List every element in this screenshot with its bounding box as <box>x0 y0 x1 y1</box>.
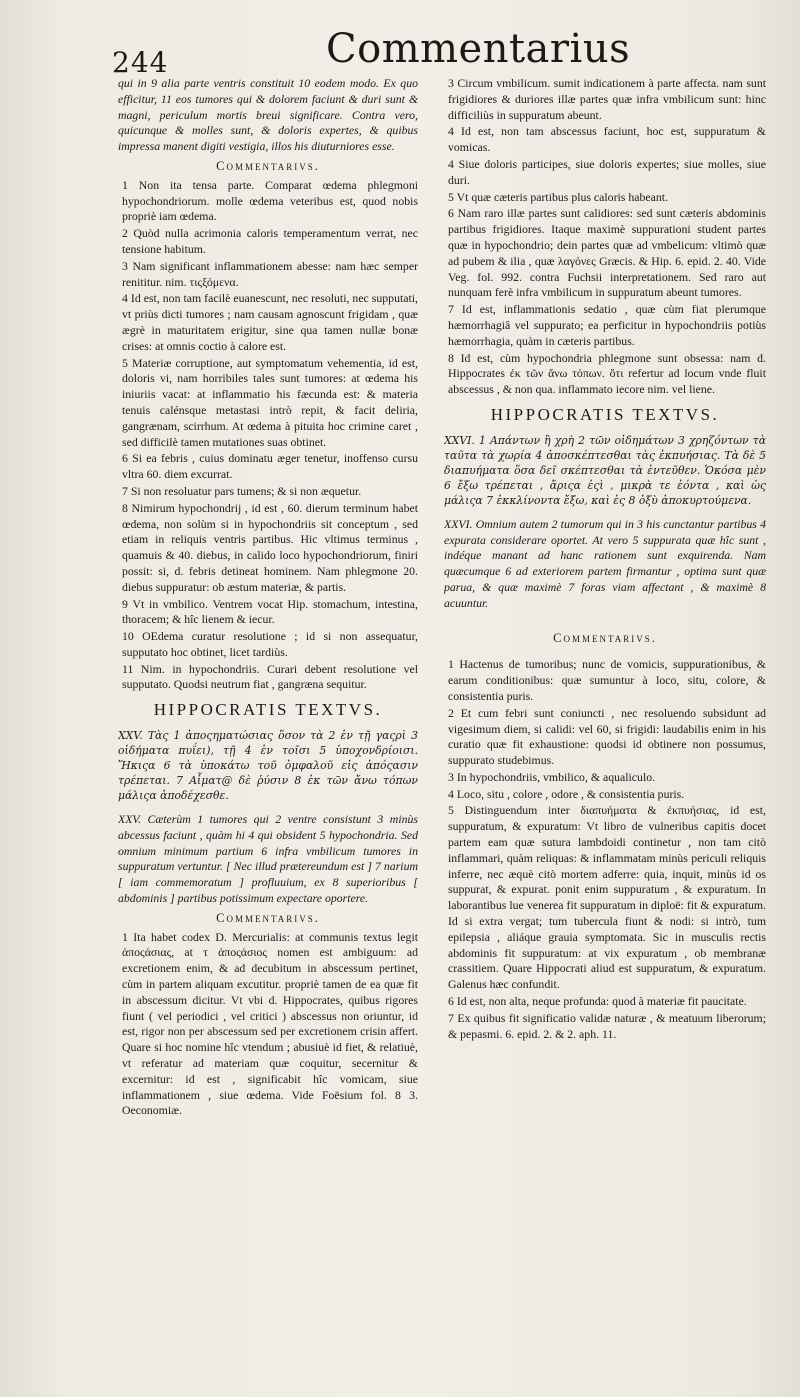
left-column <box>118 76 418 1379</box>
latin-text-25: ΧΧV. Cæterùm 1 tumores qui 2 ventre consistunt 3 minùs abcessus faciunt , quàm hi 4 qui obsident 5 hypochondria. Sed omnium minimum partium 6 infra vmbilicum tumores in suppuratum vertuntur. [ Nec illud prætereundum est ] 7 narium [ iam commemoratum ] profluuium, ex 8 superioribus [ abdominis ] partibus potissimum expectare oportere. <box>118 812 418 906</box>
commentary-note: 7 Ex quibus fit significatio validæ naturæ , & meatuum liberorum; & pepasmi. 6. epid. 2. & 2. aph. 11. <box>448 1010 766 1041</box>
commentary-note: 8 Id est, cùm hypochondria phlegmone sunt obsessa: nam d. Hippocrates ἐκ τῶν ἄνω τόπων. ὅτι refertur ad locum vnde fluit abscessus , & non qua. inflammato iecore nim. vel liene. <box>448 350 766 397</box>
commentary-note: 2 Et cum febri sunt coniuncti , nec resoluendo subsidunt ad vigesimum diem, si calidi: vel 60, si frigidi: laudabilis enim in his curatio quæ fit exhaustione: quodsi id obtinere non possumus, suppurato studebimus. <box>448 705 766 768</box>
textus-24-continuation: qui in 9 alia parte ventris constituit 10 eodem modo. Ex quo efficitur, 11 eos tumores qui & dolorem faciunt & duri sunt & magni, periculum mortis breui significare. Contra vero, quicunque & molles sunt, & doloris expertes, & quibus impressa manent digiti vestigia, illos his diuturniores esse. <box>118 76 418 154</box>
commentary-note: 9 Vt in vmbilico. Ventrem vocat Hip. stomachum, intestina, thoracem; & hîc lienem & iecur. <box>122 596 418 627</box>
hippocratis-textus-heading: HIPPOCRATIS TEXTVS. <box>490 404 720 424</box>
greek-text-25: ΧΧV. Τὰς 1 ἀποςηματώσιας ὅσον τὰ 2 ἐν τῇ γαςρὶ 3 οἰδήματα πυΐει), τῇ 4 ἐν τοῖσι 5 ὑποχονδρίοισι. Ἥκιςα 6 τὰ ὑποκάτω τοῦ ὀμφαλοῦ εἰς ἀπόςασιν τρέπεται. 7 Αἷματ@ δὲ ῥύσιν 8 ἐκ τῶν ἄνω τόπων μάλιςα ἀποδέχεσθε. <box>118 729 418 803</box>
greek-text-26: ΧΧVΙ. 1 Απάντων ἢ χρὴ 2 τῶν οἰδημάτων 3 χρηζόντων τὰ ταῦτα τὰ χωρία 4 ἀποσκέπτεσθαι τὰς ἐκπυήσιας. Τὰ δὲ 5 διαπυήματα ὅσα δεῖ σκέπτεσθαι τὰ ἐντεῦθεν. Ὁκόσα μὲν 6 ἔξω τρέπεται , ἄριςα ἐςὶ , μικρὰ τε ἐόντα , καὶ ὡς μάλιςα 7 ἐκκλίνοντα ἔξω, καὶ ἐς 8 ὀξὺ ἀποκυρτούμενα. <box>444 433 766 507</box>
commentary-note: 10 OEdema curatur resolutione ; id si non assequatur, supputato hoc obtinet, licet tardiùs. <box>122 629 418 659</box>
right-column <box>444 76 766 1379</box>
commentary-note: 1 Non ita tensa parte. Comparat œdema phlegmoni hypochondriorum. molle œdema veteribus est, quod nobis propriè iam œdema. <box>122 177 418 224</box>
commentary-note: 6 Si ea febris , cuius dominatu æger tenetur, inoffenso cursu vltra 60. diem excurrat. <box>122 451 418 482</box>
commentary-note: 3 In hypochondriis, vmbilico, & aqualiculo. <box>448 769 656 784</box>
hippocratis-textus-heading: HIPPOCRATIS TEXTVS. <box>153 700 383 720</box>
commentary-note: 7 Id est, inflammationis sedatio , quæ cùm fiat plerumque hæmorrhagiâ vel suppurato; ea perficitur in hypochondriis potiùs hæmorrhagia, quàm in cæteris partibus. <box>448 302 766 348</box>
commentary-heading: Commentarivs. <box>553 630 657 645</box>
running-title: Commentarius <box>326 26 631 72</box>
commentary-note: 7 Si non resoluatur pars tumens; & si non æquetur. <box>122 483 362 498</box>
commentary-note: 4 Id est, non tam facilè euanescunt, nec resoluti, nec supputati, vt priùs dicti tumores ; nam causam agnoscunt frigidam , quæ ægrè in maturitatem erigitur, sine qua tamen nullæ bonæ crises: at omnis coctio à calore est. <box>122 291 418 353</box>
commentary-note: 6 Nam raro illæ partes sunt calidiores: sed sunt cæteris abdominis partibus frigidiores. Itaque maximè suppurationi student partes quæ in hypochondrio; dein partes quæ ad vmbelicum: vltimò quæ ad pubem & ilia , quæ λαγόνες Græcis. & Hip. 6. epid. 2. 40. Vide Veg. fol. 992. contra Fuchsii interpretationem. Sed raro aut nunquam ferè infra vmbilicum in suppuratum abeunt tumores. <box>448 206 766 300</box>
commentary-note: 2 Quòd nulla acrimonia caloris temperamentum verrat, nec tensione habitum. <box>122 226 418 256</box>
commentary-heading: Commentarivs. <box>216 910 320 925</box>
commentary-note: 4 Siue doloris participes, siue doloris expertes; siue molles, siue duri. <box>448 156 766 187</box>
commentary-note: 1 Hactenus de tumoribus; nunc de vomicis, suppurationibus, & earum conditionibus: quæ sumuntur à loco, situ, colore, & consistentia puris. <box>448 657 766 703</box>
commentary-note: 5 Distinguendum inter διαπυήματα & ἐκπυήσιας, id est, suppuratum, & expuratum: Vt libro de vulneribus capitis docet partem eam quæ sutura lambdoidi continetur , non tam citò inflammari, quàm reliquas: & inflammatam minùs periculi reliquis inferre, nec æquè citò mortem adferre: quia, inquit, minùs id os suppurat, & expurat. ponit enim suppuratum , & expuratum. In laborantibus lue venerea fit suppuratum in diploë: fit & expuratum. Id si extra vergat; tum tubercula fiunt & nodi: si intrò, tum epilepsia , aliáque grauia symptomata. Sic in musculis rectis abdominis fit suppuratum: at vix expuratum , ob membranæ crassitiem. Quare Hippocrati aliud est suppuratum, & expuratum. Galenus hæc confundit. <box>448 803 766 992</box>
commentary-note: 4 Id est, non tam abscessus faciunt, hoc est, suppuratum & vomicas. <box>448 124 766 155</box>
latin-text-26: ΧΧVΙ. Omnium autem 2 tumorum qui in 3 his cunctantur partibus 4 expurata considerare oportet. At vero 5 suppurata quæ hîc sunt , indéque manant ad hanc rationem sunt exquirenda. Nam quæcumque 6 ad exteriorem partem firmantur , optima sunt quæ parua, & quæ maximè 7 foras viam affectant , & maximè 8 acuuntur. <box>444 516 766 610</box>
commentary-note: 6 Id est, non alta, neque profunda: quod à materiæ fit paucitate. <box>448 994 747 1009</box>
commentary-note: 4 Loco, situ , colore , odore , & consistentia puris. <box>448 786 685 801</box>
commentary-note: 3 Nam significant inflammationem abesse: nam hæc semper renititur. nim. τιςξόμενα. <box>122 258 418 289</box>
commentary-heading: Commentarivs. <box>216 158 320 173</box>
page-number: 244 <box>112 46 169 79</box>
commentary-note: 11 Nim. in hypochondriis. Curari debent resolutione vel supputato. Quodsi neutrum fiat , gangræna sequitur. <box>122 661 418 692</box>
commentary-note: 8 Nimirum hypochondrij , id est , 60. dierum terminum habet œdema, non solùm si in hypochondriis sit conceptum , sed etiam in reliquis ventris partibus. Hic vltimus terminus , quamuis & 40. diebus, in calido loco hypochondriorum, finiri possit: si, d. febris detineat hominem. Nam phlegmone 20. diebus suppuratur: ob æstum materiæ, & partis. <box>122 500 418 594</box>
commentary-note: 1 Ita habet codex D. Mercurialis: at communis textus legit ἀποςάσιας, at τ ἀποςάσιος nomen est ambiguum: ad excretionem enim, & ad decubitum in abscessum pertinet, cùm in partem aliquam excutitur. propriè tamen de ea quæ fit in abscessum dicitur. Vt vbi d. Hippocrates, quibus rigores fiunt ( vel periodici , vel critici ) abscessus non oriuntur, id est, rigor non per abscessum sed per excretionem crisin affert. Quare si hoc nomine hîc vtendum ; abusiuè id fiet, & relatiuè, vt referatur ad materiam quæ coquitur, secernitur & excernitur: id est , significabit hîc vomicam, siue inflammationem , siue œdema. Vide Foësium fol. 8 3. Oeconomiæ. <box>122 929 418 1118</box>
commentary-note: 5 Vt quæ cæteris partibus plus caloris habeant. <box>448 189 668 204</box>
commentary-note: 3 Circum vmbilicum. sumit indicationem à parte affecta. nam sunt frigidiores & duriores illæ partes quæ infra vmbilicum sunt: hinc difficiliùs in suppuratum abeunt. <box>448 76 766 122</box>
commentary-note: 5 Materiæ corruptione, aut symptomatum vehementia, id est, doloris vi, nam horribiles tales sunt tumores: at œdema his iniuriis vacat: at inflammatio his fæcunda est: & materia tenuis calénsque metastasi intrò repit, & facit deliria, gangrænam, scirrhum. At œdema à pituita hoc crimine caret , sed difficilè tamen mutationes suas obtinet. <box>122 355 418 449</box>
page-header <box>0 24 800 84</box>
